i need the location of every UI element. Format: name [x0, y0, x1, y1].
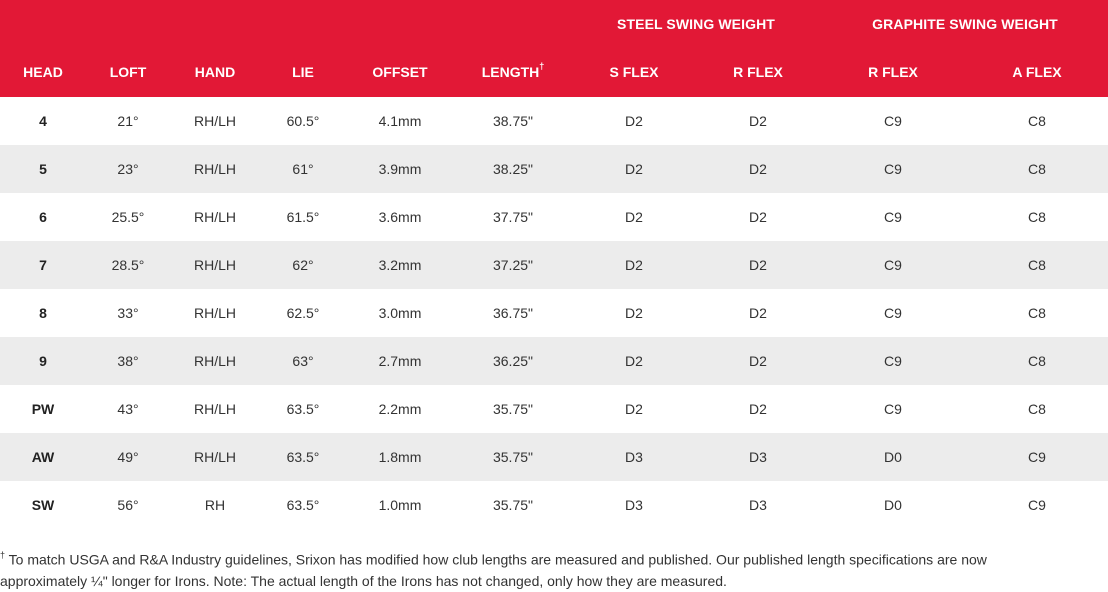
cell-steel-s-flex: D3 [625, 449, 643, 465]
cell-head: 5 [39, 161, 47, 177]
column-header-length-label: LENGTH [481, 64, 540, 80]
cell-offset: 3.2mm [378, 257, 422, 273]
table-row [0, 97, 1108, 145]
cell-steel-r-flex: D2 [749, 113, 767, 129]
cell-graphite-r-flex: C9 [884, 257, 902, 273]
table-row [0, 145, 1108, 193]
table-row [0, 193, 1108, 241]
cell-graphite-a-flex: C8 [1028, 305, 1046, 321]
cell-hand: RH [204, 497, 226, 513]
footnote-text: To match USGA and R&A Industry guidelines, Srixon has modified how club lengths are measured and published. Our published length specifications are now approximately ¼" longer for Irons. Note: The actual length of the Irons has not changed, only how they are measured. [0, 551, 987, 589]
cell-steel-s-flex: D2 [625, 305, 643, 321]
cell-steel-r-flex: D3 [749, 497, 767, 513]
column-header-head: HEAD [23, 64, 63, 80]
cell-offset: 2.7mm [378, 353, 422, 369]
cell-graphite-a-flex: C9 [1028, 449, 1046, 465]
cell-length: 35.75" [492, 449, 533, 465]
cell-steel-s-flex: D2 [625, 401, 643, 417]
table-row [0, 385, 1108, 433]
cell-steel-r-flex: D2 [749, 257, 767, 273]
cell-length: 36.25" [492, 353, 533, 369]
cell-lie: 60.5° [286, 113, 320, 129]
cell-offset: 1.0mm [378, 497, 422, 513]
cell-graphite-r-flex: C9 [884, 113, 902, 129]
cell-graphite-r-flex: C9 [884, 401, 902, 417]
cell-loft: 25.5° [111, 209, 145, 225]
column-header-length [454, 61, 572, 82]
cell-graphite-a-flex: C8 [1028, 113, 1046, 129]
table-row [0, 433, 1108, 481]
cell-graphite-r-flex: C9 [884, 161, 902, 177]
cell-lie: 63.5° [286, 497, 320, 513]
cell-steel-r-flex: D2 [749, 353, 767, 369]
cell-head: 6 [39, 209, 47, 225]
cell-length: 35.75" [492, 497, 533, 513]
cell-steel-r-flex: D2 [749, 401, 767, 417]
cell-offset: 4.1mm [378, 113, 422, 129]
column-header-offset: OFFSET [372, 64, 428, 80]
column-header-loft: LOFT [109, 64, 147, 80]
cell-loft: 49° [117, 449, 139, 465]
cell-graphite-r-flex: D0 [884, 449, 902, 465]
cell-lie: 63° [292, 353, 314, 369]
cell-offset: 3.0mm [378, 305, 422, 321]
cell-lie: 63.5° [286, 449, 320, 465]
steel-swing-weight-heading: STEEL SWING WEIGHT [617, 16, 775, 32]
cell-graphite-r-flex: C9 [884, 209, 902, 225]
cell-offset: 3.6mm [378, 209, 422, 225]
cell-length: 35.75" [492, 401, 533, 417]
footnote [0, 546, 1060, 592]
cell-head: 9 [39, 353, 47, 369]
cell-length: 38.25" [492, 161, 533, 177]
cell-offset: 3.9mm [378, 161, 422, 177]
cell-graphite-a-flex: C8 [1028, 257, 1046, 273]
cell-hand: RH/LH [193, 209, 236, 225]
cell-steel-s-flex: D2 [625, 113, 643, 129]
cell-offset: 1.8mm [378, 449, 422, 465]
table-row [0, 337, 1108, 385]
cell-head: 7 [39, 257, 47, 273]
cell-loft: 33° [117, 305, 139, 321]
cell-hand: RH/LH [193, 257, 236, 273]
table-body [0, 97, 1108, 529]
cell-graphite-a-flex: C9 [1028, 497, 1046, 513]
column-header-steel-r-flex: R FLEX [733, 64, 783, 80]
cell-steel-s-flex: D3 [625, 497, 643, 513]
cell-hand: RH/LH [193, 449, 236, 465]
column-header-graphite-r-flex: R FLEX [868, 64, 918, 80]
cell-head: PW [31, 401, 55, 417]
cell-hand: RH/LH [193, 161, 236, 177]
column-header-lie: LIE [292, 64, 314, 80]
cell-steel-s-flex: D2 [625, 353, 643, 369]
cell-offset: 2.2mm [378, 401, 422, 417]
cell-lie: 61° [292, 161, 314, 177]
cell-steel-r-flex: D2 [749, 305, 767, 321]
cell-hand: RH/LH [193, 401, 236, 417]
cell-graphite-a-flex: C8 [1028, 161, 1046, 177]
cell-steel-r-flex: D2 [749, 209, 767, 225]
cell-graphite-r-flex: C9 [884, 353, 902, 369]
column-header-hand: HAND [194, 64, 236, 80]
cell-steel-r-flex: D3 [749, 449, 767, 465]
cell-hand: RH/LH [193, 353, 236, 369]
cell-hand: RH/LH [193, 113, 236, 129]
cell-head: 8 [39, 305, 47, 321]
cell-loft: 43° [117, 401, 139, 417]
cell-loft: 56° [117, 497, 139, 513]
cell-steel-s-flex: D2 [625, 257, 643, 273]
cell-length: 37.25" [492, 257, 533, 273]
cell-loft: 23° [117, 161, 139, 177]
column-header-steel-s-flex: S FLEX [609, 64, 659, 80]
cell-graphite-a-flex: C8 [1028, 209, 1046, 225]
cell-length: 36.75" [492, 305, 533, 321]
table-row [0, 241, 1108, 289]
cell-steel-s-flex: D2 [625, 209, 643, 225]
cell-head: 4 [39, 113, 47, 129]
table-row [0, 481, 1108, 529]
cell-hand: RH/LH [193, 305, 236, 321]
cell-lie: 62.5° [286, 305, 320, 321]
cell-length: 38.75" [492, 113, 533, 129]
cell-length: 37.75" [492, 209, 533, 225]
cell-head: SW [31, 497, 55, 513]
cell-loft: 21° [117, 113, 139, 129]
column-header-graphite-a-flex: A FLEX [1012, 64, 1062, 80]
graphite-swing-weight-heading: GRAPHITE SWING WEIGHT [872, 16, 1058, 32]
cell-graphite-a-flex: C8 [1028, 401, 1046, 417]
cell-graphite-a-flex: C8 [1028, 353, 1046, 369]
cell-steel-s-flex: D2 [625, 161, 643, 177]
cell-lie: 62° [292, 257, 314, 273]
footnote-mark: † [0, 550, 6, 560]
table-header [0, 0, 1108, 97]
cell-loft: 28.5° [111, 257, 145, 273]
cell-graphite-r-flex: D0 [884, 497, 902, 513]
cell-graphite-r-flex: C9 [884, 305, 902, 321]
cell-loft: 38° [117, 353, 139, 369]
cell-head: AW [31, 449, 55, 465]
cell-steel-r-flex: D2 [749, 161, 767, 177]
length-footnote-mark: † [539, 61, 545, 71]
cell-lie: 63.5° [286, 401, 320, 417]
table-row [0, 289, 1108, 337]
cell-lie: 61.5° [286, 209, 320, 225]
